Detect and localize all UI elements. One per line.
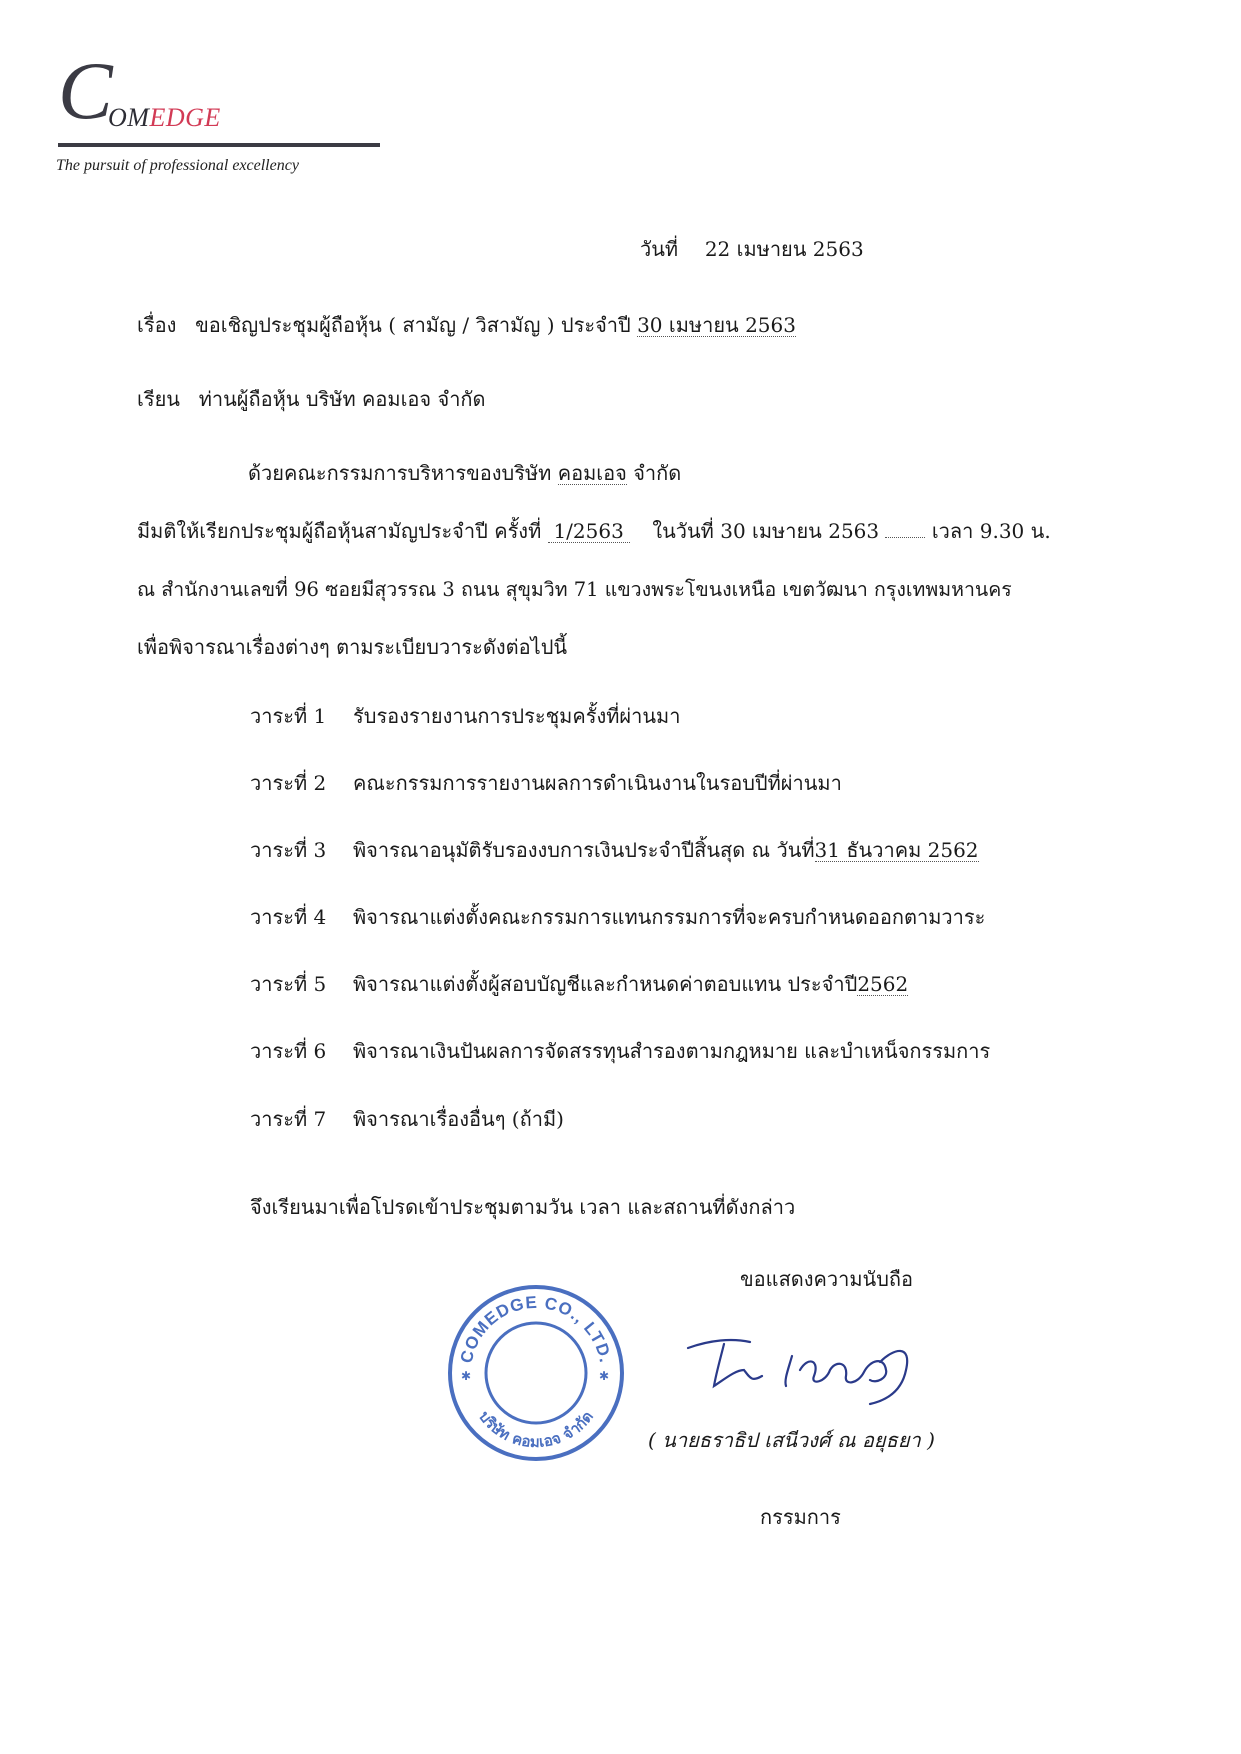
agenda-item bbox=[250, 1106, 564, 1132]
subject-date: 30 เมษายน 2563 bbox=[637, 313, 796, 337]
date-line bbox=[640, 236, 864, 262]
meeting-time: เวลา 9.30 น. bbox=[931, 519, 1051, 543]
signatory-name: ( นายธราธิป เสนีวงศ์ ณ อยุธยา ) bbox=[648, 1428, 935, 1452]
body-line-1 bbox=[248, 460, 681, 486]
subject-label: เรื่อง bbox=[137, 313, 177, 337]
agenda-text: พิจารณาเรื่องอื่นๆ (ถ้ามี) bbox=[353, 1107, 564, 1131]
recipient-label: เรียน bbox=[137, 387, 180, 411]
logo-om: OM bbox=[108, 103, 150, 132]
meeting-date: ในวันที่ 30 เมษายน 2563 bbox=[652, 519, 880, 543]
company-stamp bbox=[445, 1282, 627, 1464]
agenda-tail: 2562 bbox=[857, 972, 909, 996]
date-value: 22 เมษายน 2563 bbox=[704, 237, 864, 261]
agenda-number: วาระที่ 5 bbox=[250, 972, 327, 996]
agenda-item bbox=[250, 904, 985, 930]
agenda-text: พิจารณาอนุมัติรับรองงบการเงินประจำปีสิ้นสุด ณ วันที่ bbox=[353, 838, 815, 862]
body-line-2-prefix: มีมติให้เรียกประชุมผู้ถือหุ้นสามัญประจำปี ครั้งที่ bbox=[137, 519, 542, 543]
agenda-item bbox=[250, 703, 680, 729]
stamp-top-text: COMEDGE CO., LTD. bbox=[456, 1292, 616, 1365]
logo-initial: C bbox=[58, 45, 113, 136]
agenda-text: พิจารณาแต่งตั้งคณะกรรมการแทนกรรมการที่จะครบกำหนดออกตามวาระ bbox=[353, 905, 986, 929]
agenda-text: รับรองรายงานการประชุมครั้งที่ผ่านมา bbox=[353, 704, 681, 728]
agenda-text: พิจารณาเงินปันผลการจัดสรรทุนสำรองตามกฎหมาย และบำเหน็จกรรมการ bbox=[353, 1039, 991, 1063]
agenda-text: คณะกรรมการรายงานผลการดำเนินงานในรอบปีที่ผ่านมา bbox=[353, 771, 842, 795]
logo-wordmark bbox=[108, 103, 221, 133]
signature bbox=[680, 1326, 940, 1406]
body-line-1-prefix: ด้วยคณะกรรมการบริหารของบริษัท bbox=[248, 461, 552, 485]
agenda-number: วาระที่ 1 bbox=[250, 704, 327, 728]
recipient-line bbox=[137, 386, 486, 412]
regards-line: ขอแสดงความนับถือ bbox=[740, 1267, 914, 1291]
stamp-star-icon: ✱ bbox=[461, 1369, 472, 1383]
agenda-number: วาระที่ 2 bbox=[250, 771, 327, 795]
signatory-title: กรรมการ bbox=[760, 1505, 841, 1529]
agenda-item bbox=[250, 837, 979, 863]
agenda-number: วาระที่ 7 bbox=[250, 1107, 327, 1131]
logo-rule bbox=[58, 143, 380, 147]
subject-line bbox=[137, 312, 796, 338]
closing-line: จึงเรียนมาเพื่อโปรดเข้าประชุมตามวัน เวลา และสถานที่ดังกล่าว bbox=[250, 1195, 796, 1219]
svg-text:บริษัท คอมเอจ จำกัด bbox=[475, 1408, 597, 1451]
agenda-text: พิจารณาแต่งตั้งผู้สอบบัญชีและกำหนดค่าตอบแทน ประจำปี bbox=[353, 972, 858, 996]
body-line-1-suffix: จำกัด bbox=[633, 461, 682, 485]
logo-tagline: The pursuit of professional excellency bbox=[56, 157, 299, 174]
dotted-filler bbox=[885, 537, 925, 538]
agenda-number: วาระที่ 3 bbox=[250, 838, 327, 862]
subject-text: ขอเชิญประชุมผู้ถือหุ้น ( สามัญ / วิสามัญ ) ประจำปี bbox=[195, 313, 631, 337]
stamp-bottom-text: บริษัท คอมเอจ จำกัด bbox=[475, 1407, 597, 1452]
meeting-number: 1/2563 bbox=[548, 520, 630, 543]
agenda-item bbox=[250, 1038, 990, 1064]
agenda-item bbox=[250, 971, 908, 997]
stamp-star-icon: ✱ bbox=[599, 1369, 610, 1383]
agenda-tail: 31 ธันวาคม 2562 bbox=[814, 838, 979, 862]
agenda-number: วาระที่ 6 bbox=[250, 1039, 327, 1063]
logo-edge: EDGE bbox=[149, 103, 221, 132]
recipient-text: ท่านผู้ถือหุ้น บริษัท คอมเอจ จำกัด bbox=[198, 387, 486, 411]
body-line-3: ณ สำนักงานเลขที่ 96 ซอยมีสุวรรณ 3 ถนน สุขุมวิท 71 แขวงพระโขนงเหนือ เขตวัฒนา กรุงเทพมหานคร bbox=[137, 578, 1012, 601]
date-label: วันที่ bbox=[640, 237, 679, 261]
company-name: คอมเอจ bbox=[557, 461, 627, 485]
svg-text:COMEDGE CO., LTD. bbox=[457, 1293, 615, 1365]
agenda-item bbox=[250, 770, 842, 796]
body-line-4: เพื่อพิจารณาเรื่องต่างๆ ตามระเบียบวาระดังต่อไปนี้ bbox=[137, 635, 568, 659]
agenda-number: วาระที่ 4 bbox=[250, 905, 327, 929]
body-line-2 bbox=[137, 518, 1051, 544]
